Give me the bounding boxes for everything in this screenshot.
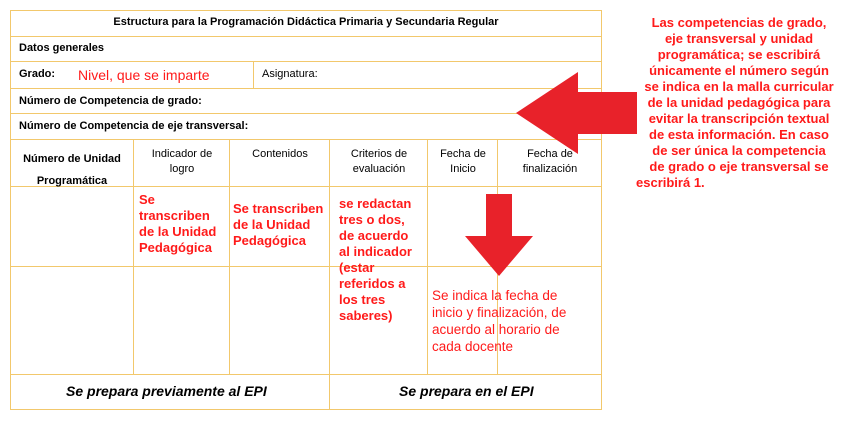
datos-generales-label: Datos generales	[19, 42, 104, 54]
note-contenidos: Se transcriben de la Unidad Pedagógica	[233, 201, 324, 248]
grado-note: Nivel, que se imparte	[78, 67, 210, 83]
table-border-left	[10, 10, 11, 410]
table-rule	[253, 61, 254, 88]
arrow-down-icon	[465, 194, 535, 278]
side-annotation: Las competencias de grado, eje transversal y unidad programática; se escribirá únicamente el número según se indica en la malla curricular de la unidad pedagógica para evitar la transcripción textual de esta información. En caso de ser única la competencia de grado o eje transversal se escribirá 1.	[636, 15, 834, 190]
col-header-criterios: Criterios de evaluación	[350, 148, 408, 175]
footer-right: Se prepara en el EPI	[399, 383, 534, 399]
table-rule	[10, 139, 602, 140]
competencia-eje-label: Número de Competencia de eje transversal:	[19, 120, 249, 132]
table-rule	[10, 36, 602, 37]
note-criterios: se redactan tres o dos, de acuerdo al indicador (estar referidos a los tres saberes)	[339, 196, 412, 323]
table-border-top	[10, 10, 602, 11]
table-title: Estructura para la Programación Didáctica Primaria y Secundaria Regular	[113, 16, 499, 28]
table-border-bottom	[10, 409, 602, 410]
table-border-right	[601, 10, 602, 410]
grado-label: Grado:	[19, 68, 56, 80]
col-header-unidad: Número de Unidad Programática	[23, 153, 121, 187]
competencia-grado-label: Número de Competencia de grado:	[19, 95, 202, 107]
table-rule	[10, 88, 602, 89]
footer-left: Se prepara previamente al EPI	[66, 383, 267, 399]
note-indicador: Se transcriben de la Unidad Pedagógica	[139, 192, 217, 255]
table-rule	[10, 374, 602, 375]
col-header-fecha-final: Fecha de finalización	[522, 148, 578, 175]
note-fechas: Se indica la fecha de inicio y finalización, de acuerdo al horario de cada docente	[432, 288, 567, 354]
col-header-contenidos: Contenidos	[252, 148, 308, 160]
col-header-indicador: Indicador de logro	[151, 148, 213, 175]
table-rule	[329, 139, 330, 409]
col-header-fecha-inicio: Fecha de Inicio	[440, 148, 486, 175]
arrow-left-icon	[516, 72, 638, 156]
table-rule	[10, 113, 602, 114]
table-rule	[10, 61, 602, 62]
asignatura-label: Asignatura:	[262, 68, 318, 80]
